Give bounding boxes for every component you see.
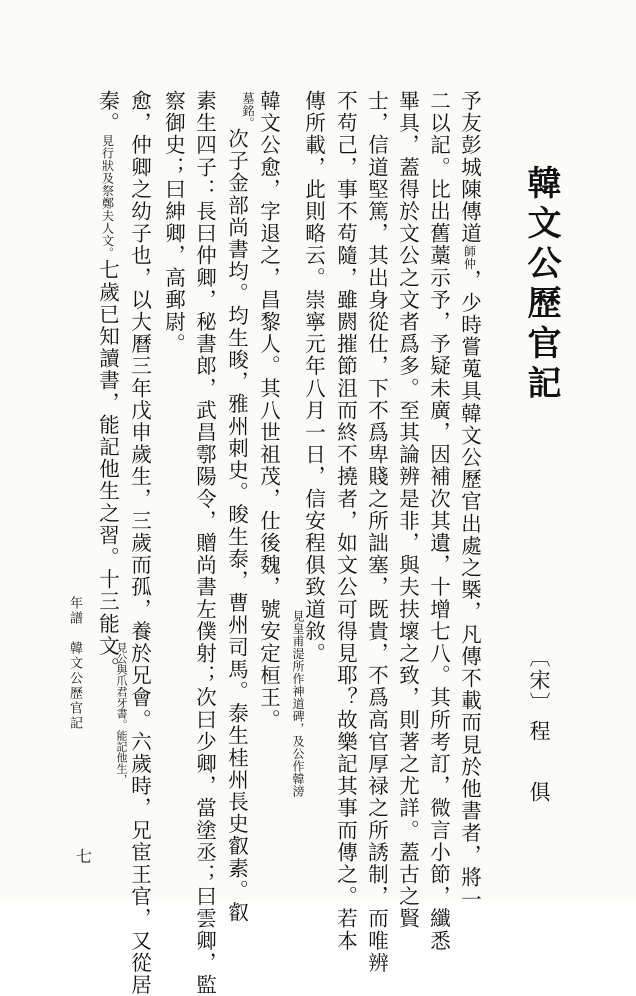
text-column-5 xyxy=(335,90,356,952)
page-number: 七 xyxy=(76,847,93,866)
column-text-tail: 七歲已知讀書，能記他生之習。十三能文。 xyxy=(95,259,120,680)
author-name: 程俱 xyxy=(527,720,551,842)
annotation-note-1: 見皇甫湜所作神道碑，及公作韓滂 xyxy=(291,610,305,798)
text-column-8 xyxy=(226,128,247,924)
annotation-note-3: 見公與爪君牙書。能記他生， xyxy=(115,642,128,785)
text-column-10 xyxy=(163,90,184,355)
inline-note: 師仲 xyxy=(462,244,477,270)
text-column-12 xyxy=(97,90,118,679)
column-text: 秦。 xyxy=(95,90,120,135)
author-dynasty: 〔宋〕 xyxy=(527,646,551,715)
column-text: 二以記。比出舊藁示予，予疑未廣，因補次其遺，十增七八。其所考訂，微言小節，纖悉 xyxy=(426,90,451,952)
column-text: 士，信道堅篤，其出身從仕，下不爲卑賤之所詘塞，既貴，不爲高官厚禄之所誘制，而唯辨 xyxy=(364,90,389,974)
text-column-2 xyxy=(428,90,449,952)
column-text: 次子金部尚書均。均生晙，雅州刺史。晙生泰，曹州司馬。泰生桂州長史叡素。叡 xyxy=(224,128,249,924)
text-column-3 xyxy=(397,90,418,930)
column-text: 不苟己，事不苟隨，雖閼摧節沮而終不撓者，如文公可得見耶？故樂記其事而傳之。若本 xyxy=(333,90,358,952)
column-text: 察御史；曰紳卿，高郵尉。 xyxy=(161,90,186,356)
inline-note: 見行狀及祭鄭夫人文。 xyxy=(100,134,115,260)
document-title: 韓文公歷官記 xyxy=(521,165,561,405)
column-text-tail: ，少時嘗蒐具韓文公歷官出處之槩，凡傳不載而見於他書者，將一 xyxy=(457,269,482,911)
annotation-note-2: 墓銘。 xyxy=(241,92,255,130)
text-column-11 xyxy=(129,90,150,996)
column-text: 素生四子：長曰仲卿，秘書郎，武昌鄠陽令，贈尚書左僕射；次曰少卿，當塗丞；曰雲卿，監 xyxy=(192,90,217,996)
running-header: 年譜 韓文公歷官記 xyxy=(67,596,82,731)
text-column-4 xyxy=(366,90,387,974)
column-text: 畢具，蓋得於文公之文者爲多。至其論辨是非，與夫扶壞之致，則著之尤詳。蓋古之賢 xyxy=(395,90,420,930)
column-text: 傳所載，此則略云。崇寧元年八月一日，信安程俱致道敘。 xyxy=(301,90,326,665)
column-text: 韓文公愈，字退之，昌黎人。其八世祖茂，仕後魏，號安定桓王。 xyxy=(256,90,281,731)
column-text: 予友彭城陳傳道 xyxy=(457,90,482,245)
column-text: 愈，仲卿之幼子也，以大曆三年戊申歲生，三歲而孤，養於兄會。六歲時，兄宦王官，又從居 xyxy=(127,90,152,996)
text-column-6 xyxy=(303,90,324,665)
text-column-7 xyxy=(258,90,279,731)
text-column-1 xyxy=(459,90,480,911)
text-column-9 xyxy=(194,90,215,996)
